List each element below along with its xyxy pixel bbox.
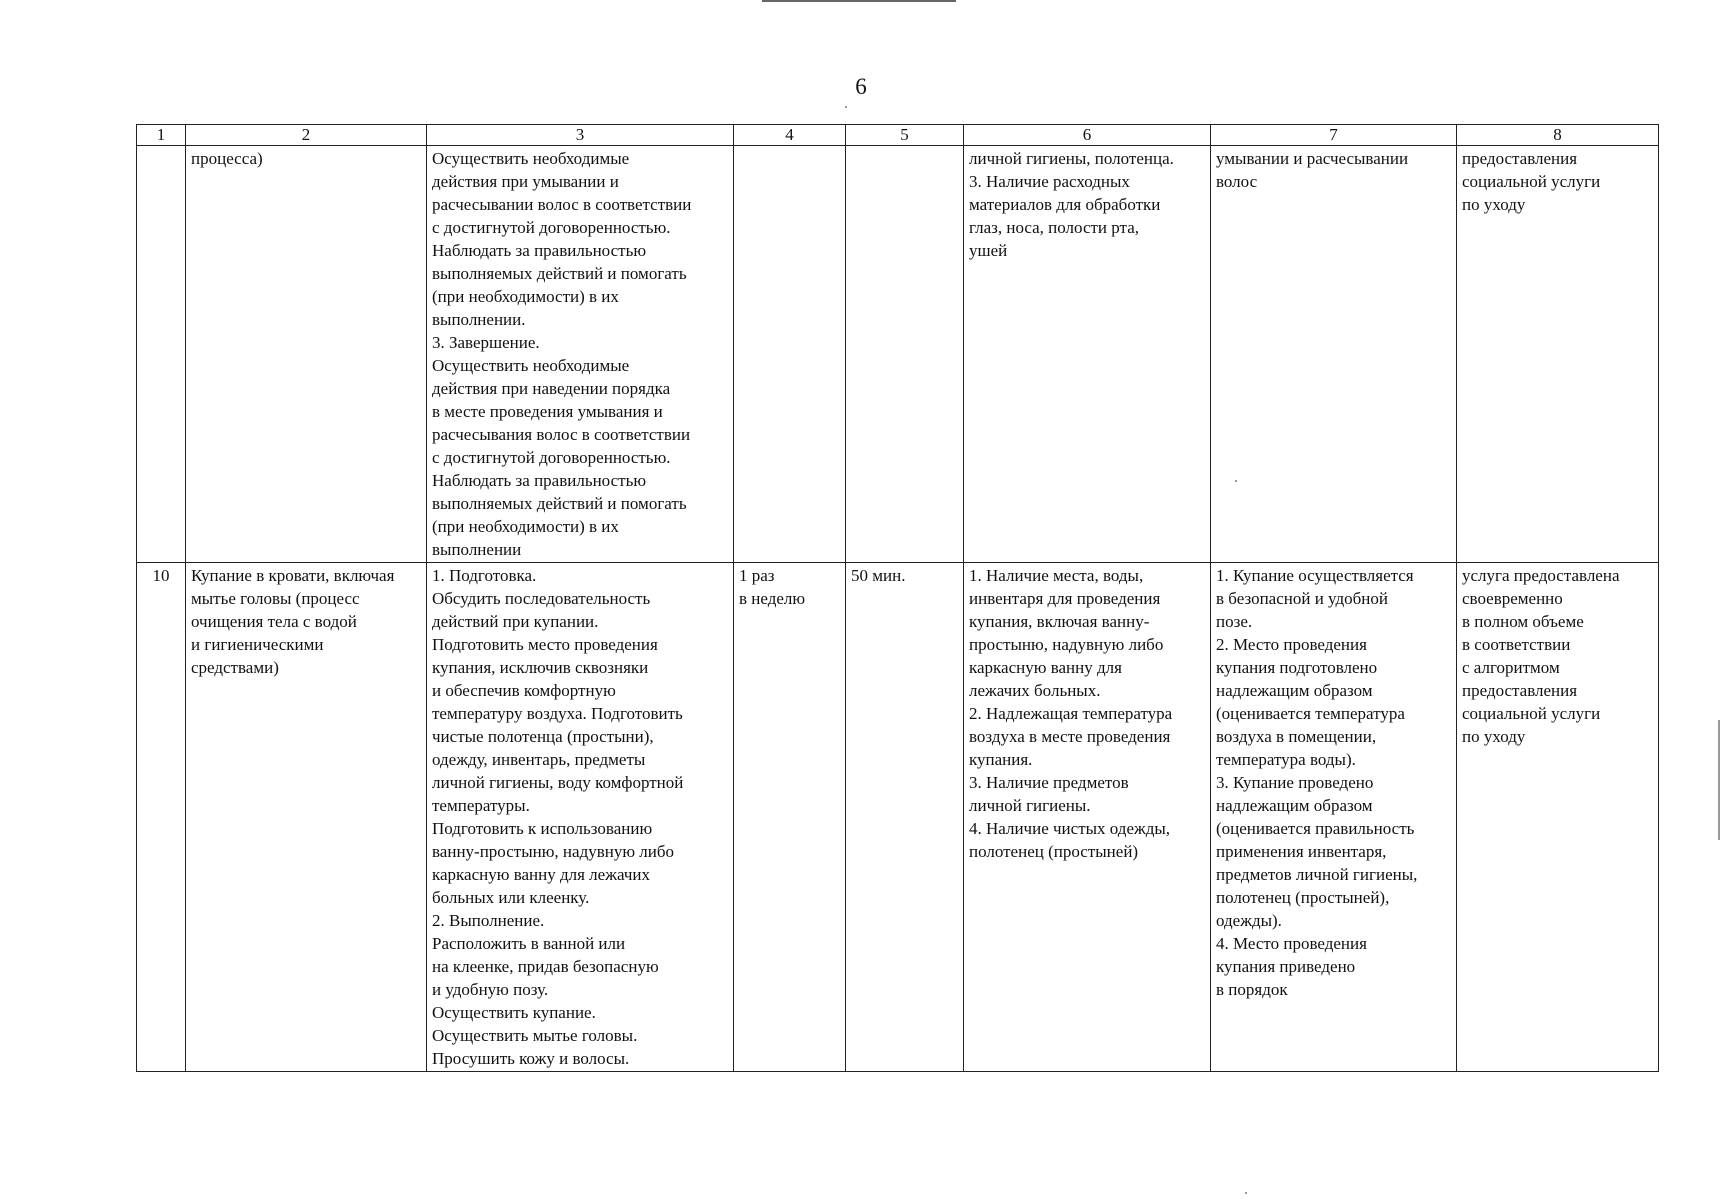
header-cell-5: 5 <box>846 125 964 146</box>
actions-cell: Осуществить необходимые действия при умывании и расчесывании волос в соответствии с достигнутой договоренностью. Наблюдать за правильностью выполняемых действий и помогать (при необходимости) в их выполнении. 3. Завершение. Осуществить необходимые действия при наведении порядка в месте проведения умывания и расчесывания волос в соответствии с достигнутой договоренностью. Наблюдать за правильностью выполняемых действий и помогать (при необходимости) в их выполнении <box>427 146 734 563</box>
conditions-cell: личной гигиены, полотенца. 3. Наличие расходных материалов для обработки глаз, носа, полости рта, ушей <box>964 146 1211 563</box>
page-number: 6 <box>855 74 867 99</box>
header-cell-6: 6 <box>964 125 1211 146</box>
top-rule <box>762 0 956 2</box>
header-row <box>137 125 1659 146</box>
actions-cell: 1. Подготовка. Обсудить последовательность действий при купании. Подготовить место проведения купания, исключив сквозняки и обеспечив комфортную температуру воздуха. Подготовить чистые полотенца (простыни), одежду, инвентарь, предметы личной гигиены, воду комфортной температуры. Подготовить к использованию ванну-простыню, надувную либо каркасную ванну для лежачих больных или клеенку. 2. Выполнение. Расположить в ванной или на клеенке, придав безопасную и удобную позу. Осуществить купание. Осуществить мытье головы. Просушить кожу и волосы. <box>427 563 734 1072</box>
frequency-cell: 1 раз в неделю <box>734 563 846 1072</box>
table-row <box>137 146 1659 563</box>
header-cell-8: 8 <box>1457 125 1659 146</box>
services-table <box>136 124 1659 1072</box>
conditions-cell: 1. Наличие места, воды, инвентаря для проведения купания, включая ванну- простыню, надувную либо каркасную ванну для лежачих больных. 2. Надлежащая температура воздуха в месте проведения купания. 3. Наличие предметов личной гигиены. 4. Наличие чистых одежды, полотенец (простыней) <box>964 563 1211 1072</box>
duration-cell <box>846 146 964 563</box>
duration-cell: 50 мин. <box>846 563 964 1072</box>
header-cell-2: 2 <box>186 125 427 146</box>
row-number-cell <box>137 146 186 563</box>
header-cell-1: 1 <box>137 125 186 146</box>
row-number-cell: 10 <box>137 563 186 1072</box>
header-cell-4: 4 <box>734 125 846 146</box>
quality-cell: умывании и расчесывании волос <box>1211 146 1457 563</box>
scan-dot <box>845 106 847 108</box>
scan-edge-mark <box>1718 720 1720 840</box>
service-name-cell: Купание в кровати, включая мытье головы (процесс очищения тела с водой и гигиеническими средствами) <box>186 563 427 1072</box>
header-cell-3: 3 <box>427 125 734 146</box>
evaluation-cell: предоставления социальной услуги по уходу <box>1457 146 1659 563</box>
service-name-cell: процесса) <box>186 146 427 563</box>
frequency-cell <box>734 146 846 563</box>
evaluation-cell: услуга предоставлена своевременно в полном объеме в соответствии с алгоритмом предоставления социальной услуги по уходу <box>1457 563 1659 1072</box>
table-row <box>137 563 1659 1072</box>
scan-dot <box>1245 1192 1247 1194</box>
header-cell-7: 7 <box>1211 125 1457 146</box>
quality-cell: 1. Купание осуществляется в безопасной и удобной позе. 2. Место проведения купания подготовлено надлежащим образом (оценивается температура воздуха в помещении, температура воды). 3. Купание проведено надлежащим образом (оценивается правильность применения инвентаря, предметов личной гигиены, полотенец (простыней), одежды). 4. Место проведения купания приведено в порядок <box>1211 563 1457 1072</box>
